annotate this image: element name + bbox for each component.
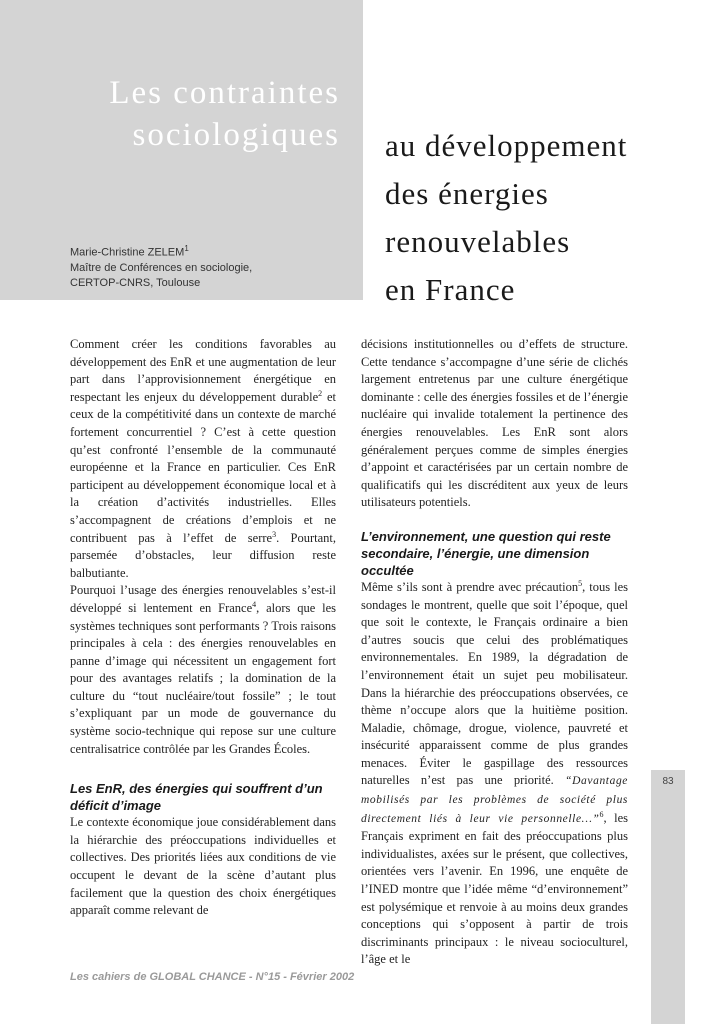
surveys-text-3: , les Français expriment en fait des préoccupations plus individualistes, axées sur le présent, que collectives, orientées vers l’avenir. En 1996, une enquête de l’INED montre que l’idée même “d’environnement” est polysémique et renvoie à au moins deux grandes conceptions qui s’opposent à partir de trois discriminants principaux : le niveau socioculturel, l’âge et le	[361, 810, 628, 967]
decisions-paragraph: décisions institutionnelles ou d’effets de structure. Cette tendance s’accompagne d’une série de clichés largement entretenus par une culture énergétique dominante : celle des énergies fossiles et de l’énergie nucléaire qui invalide totalement la pertinence des énergies renouvelables. Les EnR sont alors généralement perçues comme de simples énergies d’appoint et caractérisées par un certain nombre de qualificatifs qui les discréditent aux yeux de leurs utilisateurs potentiels.	[361, 337, 628, 510]
title-black-line-4: en France	[385, 272, 516, 307]
title-black-line-3: renouvelables	[385, 224, 571, 259]
footnote-ref-5: 5	[578, 578, 583, 588]
intro-text-1: Comment créer les conditions favorables au développement des EnR et une augmentation de leur part dans l’approvisionnement énergétique en respectant les enjeux du développement durable	[70, 337, 336, 404]
section-heading-environment: L’environnement, une question qui reste secondaire, l’énergie, une dimension occultée	[361, 528, 611, 578]
footnote-ref-3: 3	[272, 529, 277, 539]
why-paragraph	[70, 582, 336, 758]
title-part-black	[385, 122, 715, 314]
why-text-2: , alors que les systèmes techniques sont performants ? Trois raisons principales à cela : des énergies renouvelables en panne d’image qui nécessitent un engagement fort pour des avantages relatifs ; la domination de la culture du “tout nucléaire/tout fossile” ; le tout s’expliquant par un mode de gouvernance du système socio-technique qui repose sur une culture centralisatrice contrôlée par les Grandes Écoles.	[70, 600, 336, 756]
section-heading-image-deficit: Les EnR, des énergies qui souffrent d’un déficit d’image	[70, 781, 323, 814]
page-number: 83	[662, 776, 674, 787]
footnote-ref-2: 2	[318, 388, 323, 398]
author-affiliation: CERTOP-CNRS, Toulouse	[70, 276, 201, 289]
context-paragraph: Le contexte économique joue considérablement dans la hiérarchie des préoccupations individuelles et collectives. Des priorités liées aux conditions de vie occupent le devant de la scène d’autant plus facilement que la question des choix énergétiques apparaît comme relevant de	[70, 815, 336, 918]
title-part-gray	[60, 72, 340, 156]
surveys-paragraph	[361, 579, 628, 969]
left-column	[70, 336, 336, 920]
surveys-text-1: Même s’ils sont à prendre avec précaution	[361, 579, 579, 594]
author-name: Marie-Christine ZELEM	[70, 246, 185, 259]
quotation: “Davantage mobilisés par les problèmes de société plus directement liés à leur vie personnelle…”	[361, 775, 628, 825]
intro-text-3: . Pourtant, parsemée d’obstacles, leur diffusion reste balbutiante.	[70, 530, 336, 580]
title-gray-line-1: Les contraintes	[109, 75, 340, 111]
footer-journal-info: Les cahiers de GLOBAL CHANCE - N°15 - Février 2002	[70, 971, 355, 983]
surveys-text-2: , tous les sondages le montrent, quelle que soit l’époque, quel que soit le contexte, le Français ordinaire a bien d’autres soucis que celui des problématiques environnementales. En 1989, la dégradation de l’environnement était un sujet peu mobilisateur. Dans la hiérarchie des préoccupations observées, ce thème n’occupe alors que la huitième position. Maladie, chômage, drogue, violence, pauvreté et insécurité apparaissent comme de plus grandes menaces. Éviter le gaspillage des ressources naturelles n’est pas une priorité.	[361, 579, 628, 788]
page-number-tab	[651, 770, 685, 1024]
title-black-line-2: des énergies	[385, 176, 549, 211]
right-column	[361, 336, 628, 969]
author-role: Maître de Conférences en sociologie,	[70, 261, 253, 274]
footnote-ref-6: 6	[599, 809, 604, 819]
why-text-1: Pourquoi l’usage des énergies renouvelables s’est-il développé si lentement en France	[70, 583, 336, 615]
title-black-line-1: au développement	[385, 128, 628, 163]
footnote-ref-4: 4	[252, 599, 257, 609]
author-block	[70, 241, 350, 291]
intro-text-2: et ceux de la compétitivité dans un contexte de marché fortement concurrentiel ? C’est à cette question qu’est confronté l’ensemble de la communauté européenne et la France en particulier. Ces EnR participent au développement économique local et à la création d’activités industrielles. Elles s’accompagnent de créations d’emplois et ne contribuent pas à l’effet de serre	[70, 389, 336, 545]
author-footnote-ref: 1	[184, 244, 189, 253]
intro-paragraph	[70, 336, 336, 582]
title-gray-line-2: sociologiques	[132, 117, 340, 153]
